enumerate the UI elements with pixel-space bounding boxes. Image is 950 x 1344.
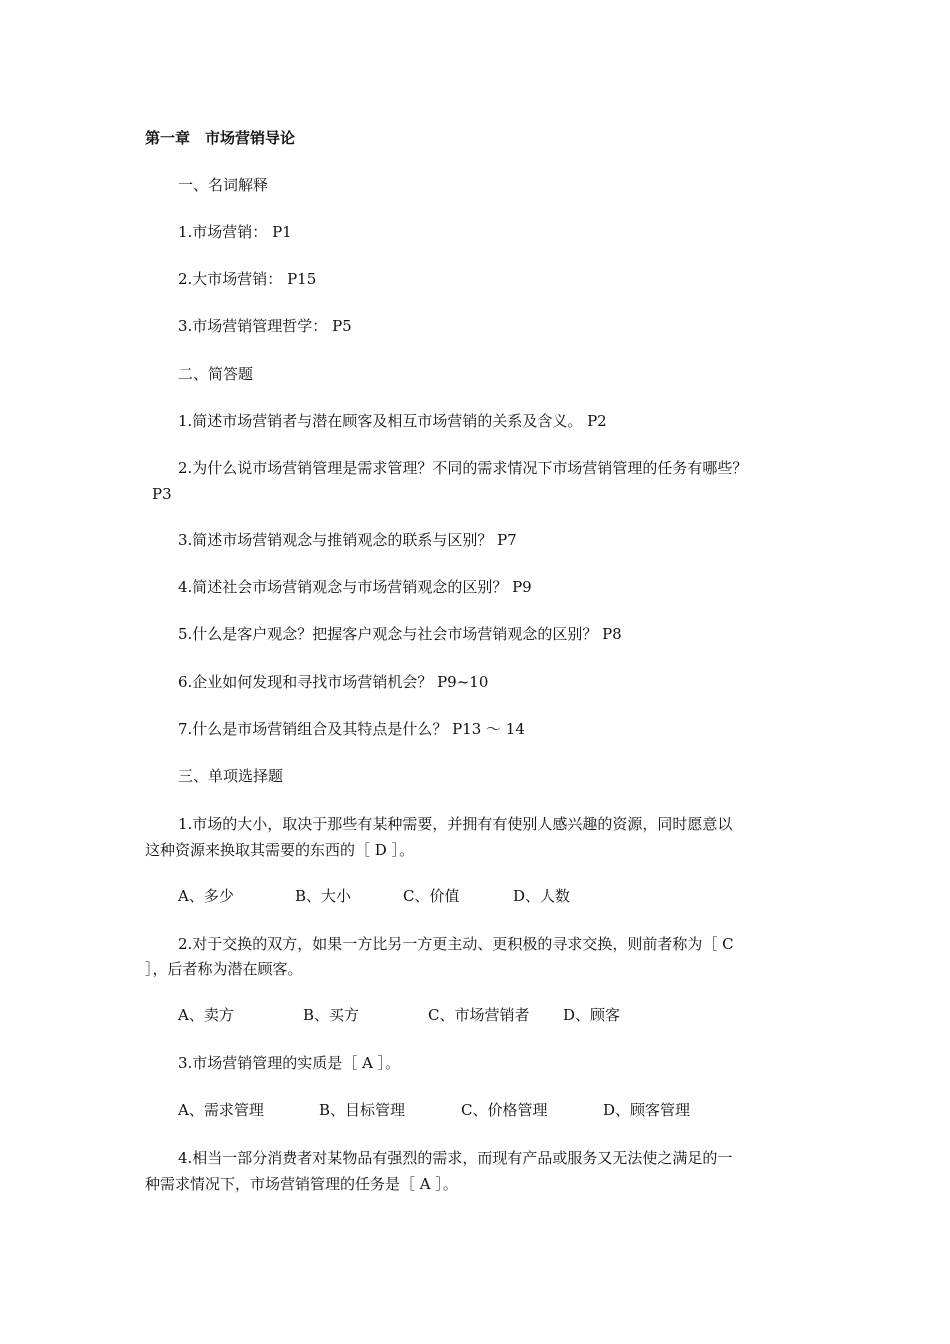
definition-item: 1.市场营销： P1 (178, 223, 292, 241)
question-options (178, 886, 570, 906)
section-heading-short-answer: 二、简答题 (178, 365, 254, 383)
short-answer-item: 2.为什么说市场营销管理是需求管理？不同的需求情况下市场营销管理的任务有哪些？ (178, 459, 748, 477)
option: D、顾客管理 (603, 1101, 691, 1119)
question-options (178, 1005, 620, 1025)
question-text: 3.市场营销管理的实质是［ A ］。 (178, 1054, 401, 1072)
question-text: 1.市场的大小，取决于那些有某种需要，并拥有有使别人感兴趣的资源，同时愿意以 (178, 815, 733, 833)
short-answer-item: 5.什么是客户观念？把握客户观念与社会市场营销观念的区别？ P8 (178, 625, 622, 643)
option: C、价值 (403, 887, 460, 905)
definition-item: 2.大市场营销： P15 (178, 270, 317, 288)
chapter-title: 第一章 市场营销导论 (145, 129, 296, 147)
short-answer-item: 6.企业如何发现和寻找市场营销机会？ P9~10 (178, 673, 489, 691)
question-text: 2.对于交换的双方，如果一方比另一方更主动、更积极的寻求交换，则前者称为［ C (178, 935, 734, 953)
option: C、价格管理 (461, 1101, 548, 1119)
option: D、人数 (513, 887, 571, 905)
question-options (178, 1100, 690, 1120)
option: D、顾客 (563, 1006, 621, 1024)
definition-item: 3.市场营销管理哲学： P5 (178, 317, 352, 335)
option: B、目标管理 (319, 1101, 406, 1119)
option: A、需求管理 (178, 1101, 264, 1119)
short-answer-item-continued: P3 (152, 485, 172, 503)
question-text: 4.相当一部分消费者对某物品有强烈的需求，而现有产品或服务又无法使之满足的一 (178, 1149, 733, 1167)
section-heading-multiple-choice: 三、单项选择题 (178, 767, 284, 785)
option: A、多少 (178, 887, 234, 905)
option: B、买方 (303, 1006, 360, 1024)
option: B、大小 (295, 887, 352, 905)
question-text-continued: ］，后者称为潜在顾客。 (145, 960, 303, 978)
option: C、市场营销者 (428, 1006, 530, 1024)
question-text-continued: 这种资源来换取其需要的东西的［ D ］。 (145, 841, 415, 859)
question-text-continued: 种需求情况下，市场营销管理的任务是［ A ］。 (145, 1175, 458, 1193)
short-answer-item: 1.简述市场营销者与潜在顾客及相互市场营销的关系及含义。 P2 (178, 412, 607, 430)
short-answer-item: 7.什么是市场营销组合及其特点是什么？ P13 ～ 14 (178, 720, 525, 738)
section-heading-definitions: 一、名词解释 (178, 176, 269, 194)
short-answer-item: 4.简述社会市场营销观念与市场营销观念的区别？ P9 (178, 578, 532, 596)
short-answer-item: 3.简述市场营销观念与推销观念的联系与区别？ P7 (178, 531, 517, 549)
option: A、卖方 (178, 1006, 234, 1024)
